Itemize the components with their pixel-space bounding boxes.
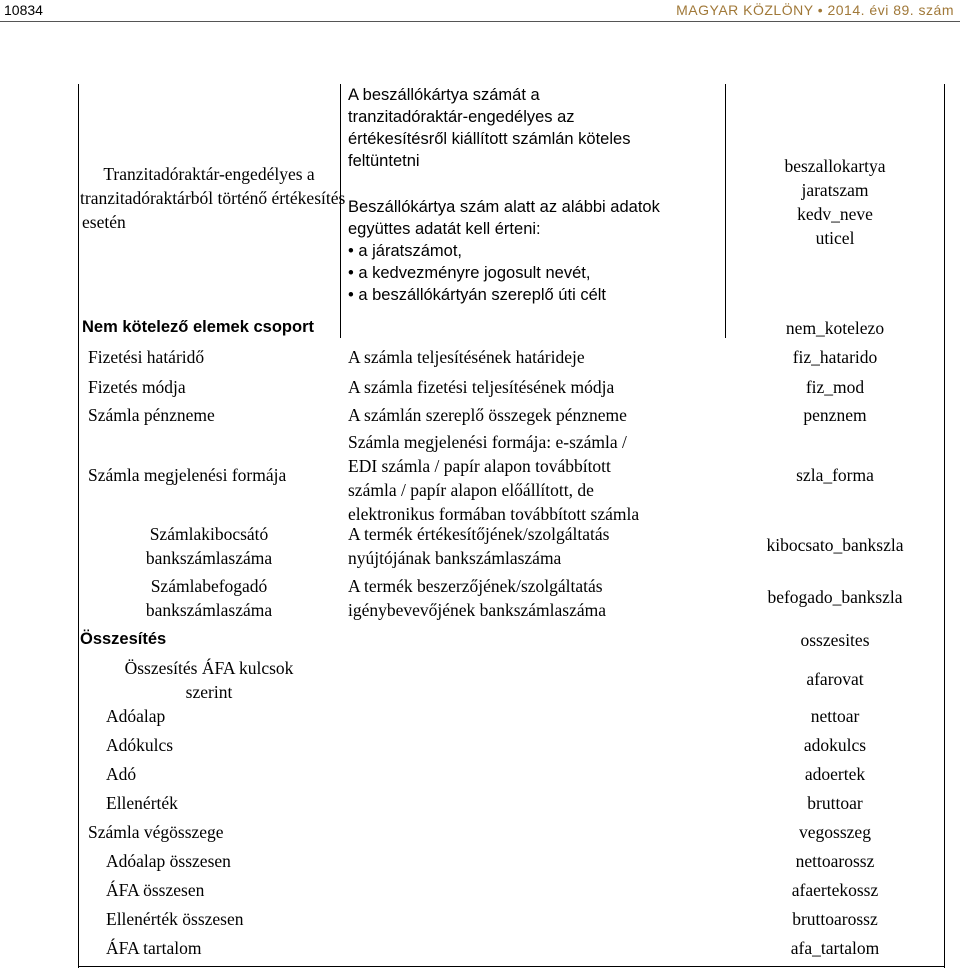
page-number: 10834: [4, 2, 43, 18]
fiz-hatarido-label: Fizetési határidő: [88, 347, 205, 367]
column-divider-2: [725, 84, 726, 338]
kibocsato-code: kibocsato_bankszla: [766, 535, 904, 555]
item-code: nettoarossz: [795, 851, 875, 871]
column-divider-1: [340, 84, 341, 338]
fiz-mod-label: Fizetés módja: [88, 377, 186, 397]
item-code: adokulcs: [803, 735, 867, 755]
tranzit-description: A beszállókártya számát a tranzitadóraktár-engedélyes az értékesítésről kiállított számlán köteles feltüntetni: [348, 86, 631, 170]
bullet-item: • a kedvezményre jogosult nevét,: [348, 264, 591, 282]
penznem-code: penznem: [803, 405, 867, 425]
item-label: Számla végösszege: [88, 822, 224, 842]
item-label: ÁFA tartalom: [106, 938, 202, 958]
szla-forma-code: szla_forma: [796, 465, 874, 485]
tranzit-label: Tranzitadóraktár-engedélyes a: [103, 164, 315, 184]
kibocsato-label: Számlakibocsátó bankszámlaszáma: [145, 524, 273, 568]
item-code: adoertek: [804, 764, 866, 784]
tranzit-codes: beszallokartya jaratszam kedv_neve uticel: [784, 156, 886, 248]
header-rule: [0, 21, 960, 22]
fiz-mod-desc: A számla fizetési teljesítésének módja: [348, 377, 615, 397]
fiz-mod-code: fiz_mod: [805, 377, 865, 397]
item-code: bruttoarossz: [792, 909, 878, 929]
table-left-border: [78, 84, 79, 968]
osszesites-code: osszesites: [800, 630, 870, 650]
befogado-label: Számlabefogadó bankszámlaszáma: [145, 576, 273, 620]
tranzit-label-line2: tranzitadóraktárból történő értékesítés: [80, 188, 346, 208]
bullet-item: • a járatszámot,: [348, 242, 462, 260]
nem-kotelezo-code: nem_kotelezo: [785, 318, 885, 338]
befogado-code: befogado_bankszla: [767, 587, 903, 607]
afa-kulcs-code: afarovat: [806, 669, 864, 689]
fiz-hatarido-code: fiz_hatarido: [792, 347, 878, 367]
item-code: afa_tartalom: [790, 938, 880, 958]
bullet-item: • a beszállókártyán szereplő úti célt: [348, 286, 606, 304]
penznem-label: Számla pénzneme: [88, 405, 215, 425]
kibocsato-desc: A termék értékesítőjének/szolgáltatás nyújtójának bankszámlaszáma: [348, 524, 610, 568]
nem-kotelezo-label: Nem kötelező elemek csoport: [82, 318, 314, 336]
item-label: Adó: [106, 764, 137, 784]
afa-kulcs-label: Összesítés ÁFA kulcsok szerint: [124, 658, 294, 702]
item-code: nettoar: [810, 706, 860, 726]
item-code: vegosszeg: [799, 822, 871, 842]
fiz-hatarido-desc: A számla teljesítésének határideje: [348, 347, 585, 367]
table-bottom-border: [78, 966, 945, 967]
item-label: Adókulcs: [106, 735, 174, 755]
item-label: ÁFA összesen: [106, 880, 205, 900]
page-header: [0, 0, 960, 22]
tranzit-description-details: Beszállókártya szám alatt az alábbi adatok együttes adatát kell érteni: • a járatszámot, • a kedvezményre jogosult nevét, • a beszállókártyán szereplő úti célt: [348, 198, 660, 304]
table-right-border: [944, 84, 945, 968]
tranzit-label-line3: esetén: [82, 212, 126, 232]
item-code: bruttoar: [807, 793, 863, 813]
szla-forma-desc: Számla megjelenési formája: e-számla / EDI számla / papír alapon továbbított számla / papír alapon előállított, de elektronikus formában továbbított számla: [348, 432, 640, 524]
masthead: MAGYAR KÖZLÖNY • 2014. évi 89. szám: [676, 2, 954, 18]
item-code: afaertekossz: [791, 880, 879, 900]
item-label: Adóalap összesen: [106, 851, 231, 871]
penznem-desc: A számlán szereplő összegek pénzneme: [348, 405, 627, 425]
item-label: Adóalap: [106, 706, 166, 726]
szla-forma-label: Számla megjelenési formája: [88, 465, 287, 485]
item-label: Ellenérték: [106, 793, 178, 813]
item-label: Ellenérték összesen: [106, 909, 244, 929]
befogado-desc: A termék beszerzőjének/szolgáltatás igénybevevőjének bankszámlaszáma: [348, 576, 607, 620]
osszesites-label: Összesítés: [80, 630, 167, 648]
